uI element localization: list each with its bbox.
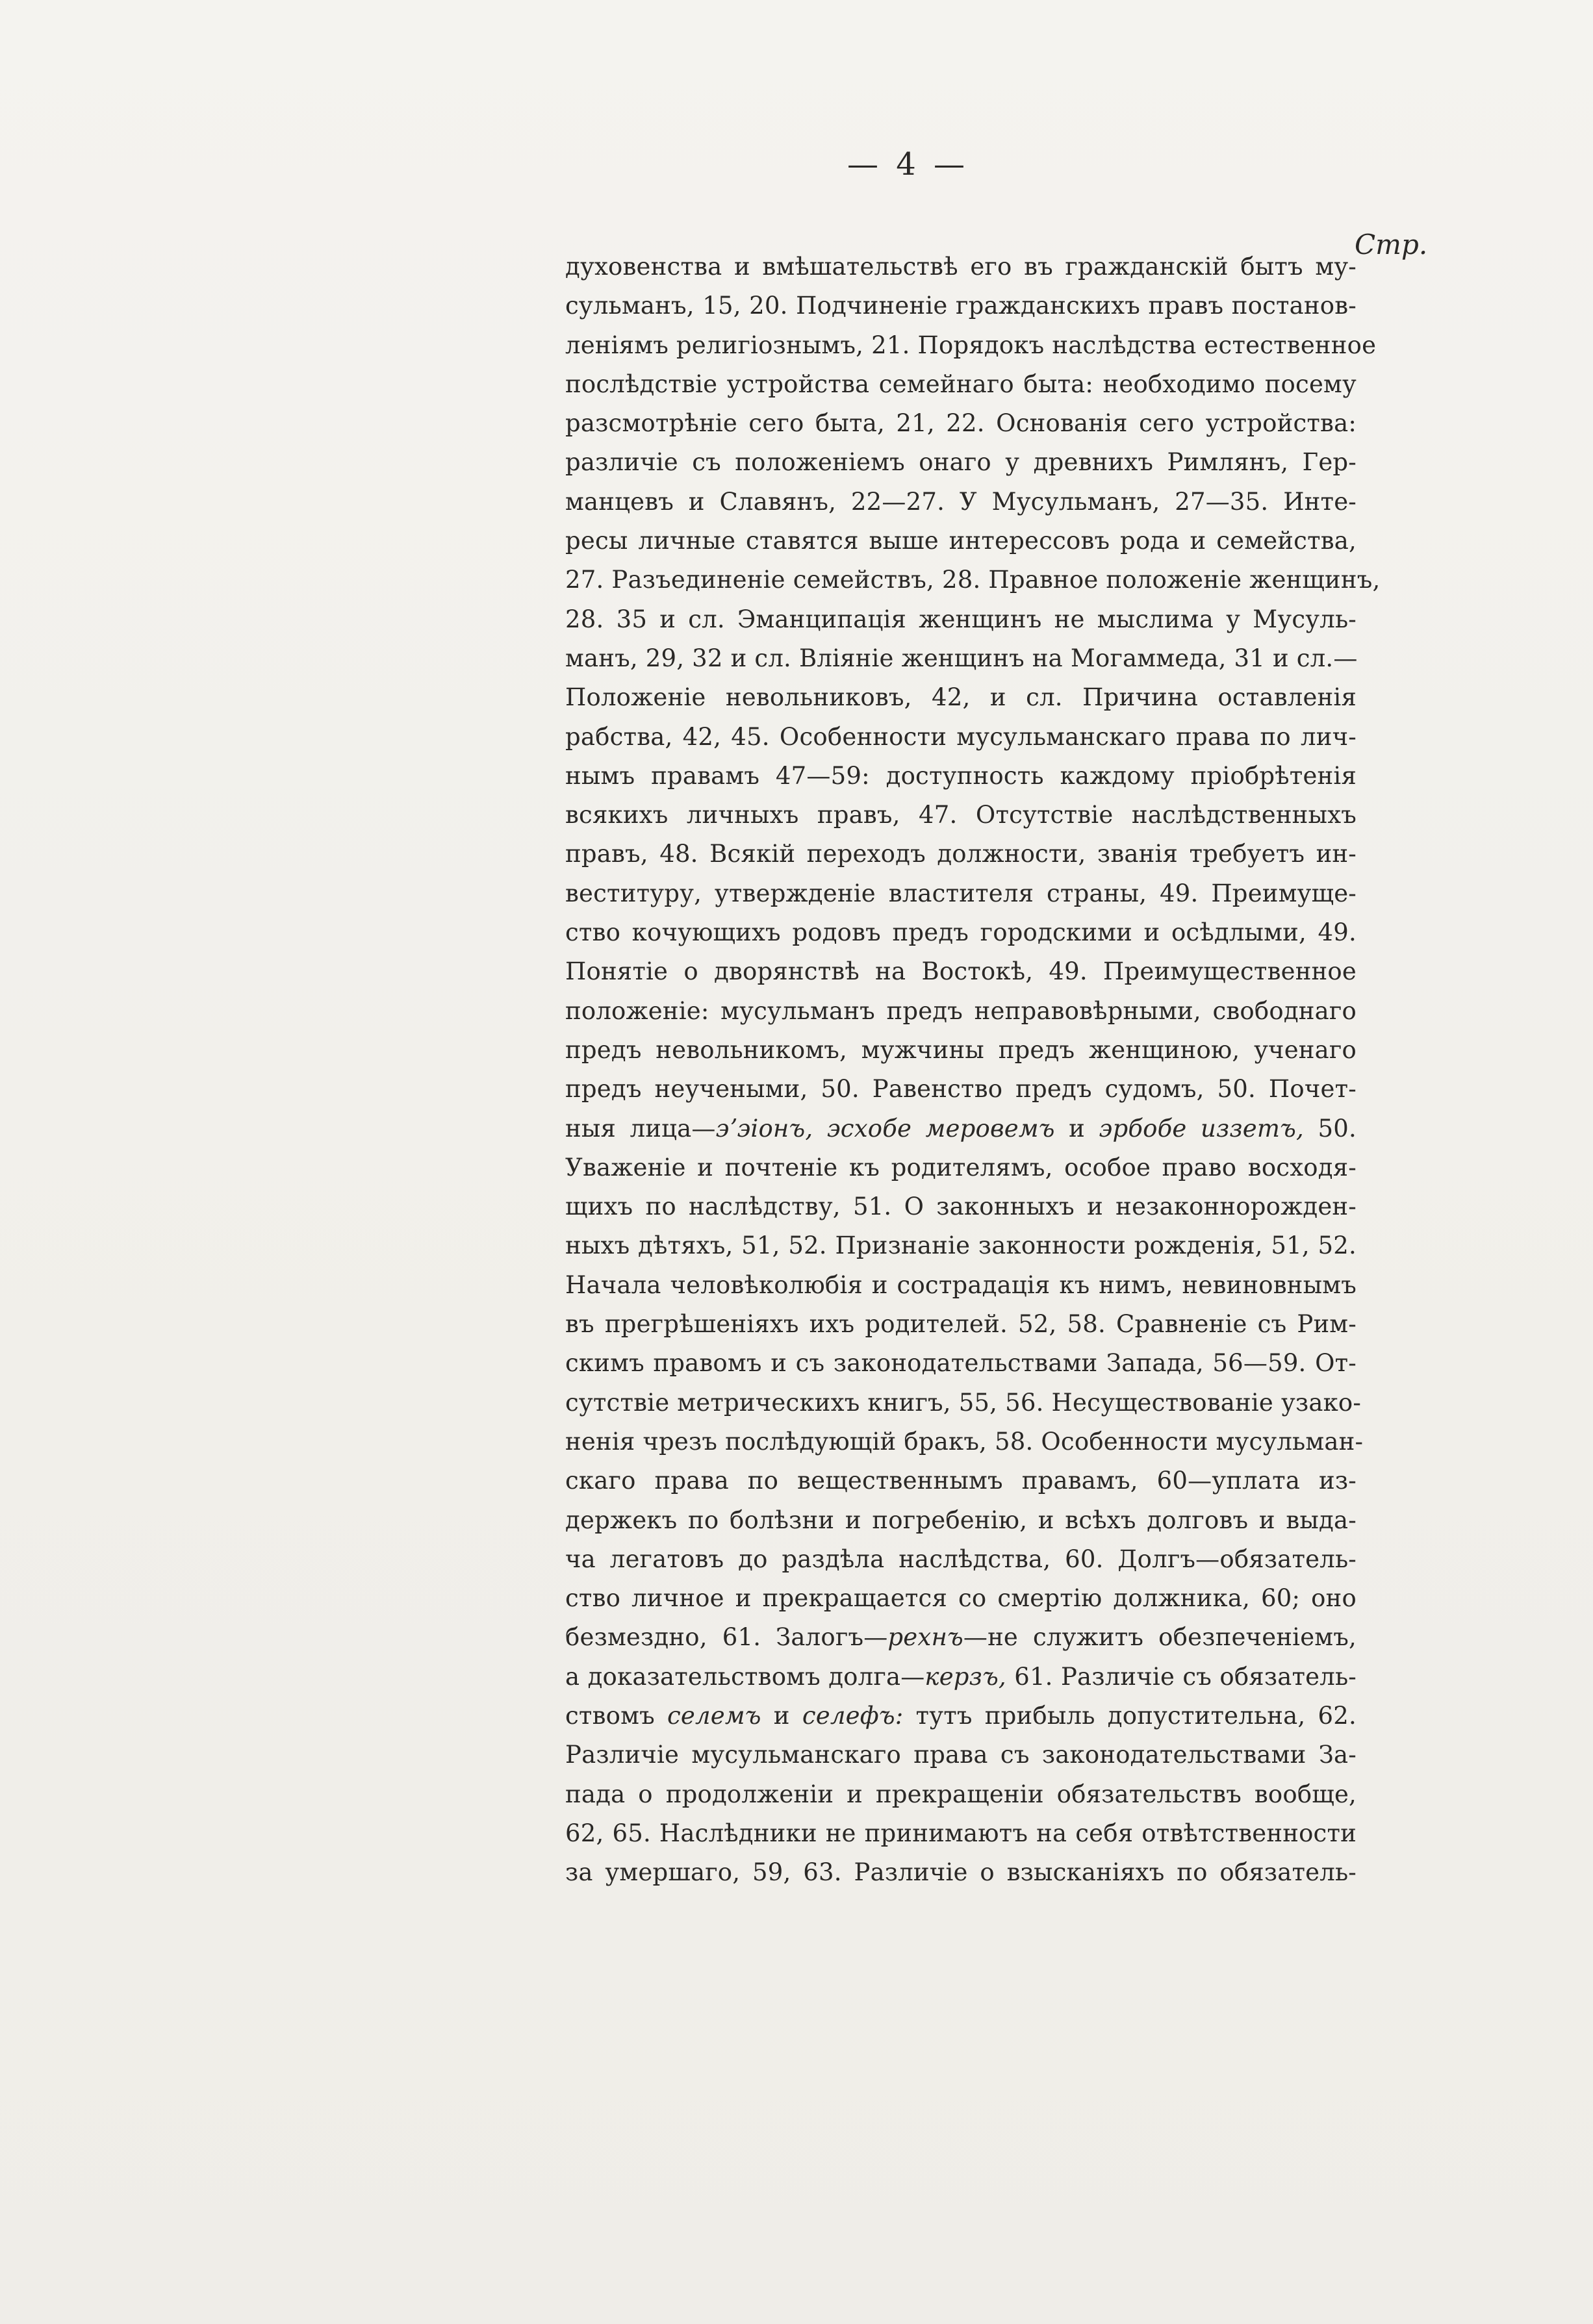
text-segment: ча легатовъ до раздѣла наслѣдства, 60. Долгъ—обязатель- bbox=[565, 1545, 1357, 1573]
text-line bbox=[565, 286, 1357, 325]
text-segment: положеніе: мусульманъ предъ неправовѣрными, свободнаго bbox=[565, 996, 1357, 1025]
text-line bbox=[565, 1461, 1357, 1500]
text-line bbox=[565, 1031, 1357, 1070]
text-segment: 62, 65. Наслѣдники не принимаютъ на себя отвѣтственности bbox=[565, 1819, 1357, 1847]
text-line bbox=[565, 1618, 1357, 1657]
text-segment: ство кочующихъ родовъ предъ городскими и осѣдлыми, 49. bbox=[565, 918, 1357, 947]
text-line bbox=[565, 365, 1357, 404]
text-segment: щихъ по наслѣдству, 51. О законныхъ и незаконнорожден- bbox=[565, 1193, 1357, 1221]
text-line bbox=[565, 561, 1381, 600]
text-line bbox=[565, 1814, 1357, 1853]
text-segment: различіе съ положеніемъ онаго у древнихъ Римлянъ, Гер- bbox=[565, 448, 1357, 477]
text-line bbox=[565, 718, 1357, 757]
italic-term: эʼэіонъ, bbox=[715, 1114, 813, 1143]
text-segment: 50. bbox=[1304, 1114, 1357, 1143]
text-line bbox=[565, 874, 1357, 913]
text-line bbox=[565, 1579, 1357, 1618]
italic-term: эрбобе иззетъ, bbox=[1099, 1114, 1305, 1143]
text-segment: скимъ правомъ и съ законодательствами Запада, 56—59. От- bbox=[565, 1349, 1357, 1378]
text-segment: ненія чрезъ послѣдующій бракъ, 58. Особенности мусульман- bbox=[565, 1427, 1364, 1456]
text-line bbox=[565, 1109, 1357, 1148]
text-line bbox=[565, 326, 1377, 365]
text-segment: въ прегрѣшеніяхъ ихъ родителей. 52, 58. Сравненіе съ Рим- bbox=[565, 1310, 1357, 1339]
text-line bbox=[565, 1540, 1357, 1579]
text-segment: манцевъ и Славянъ, 22—27. У Мусульманъ, 27—35. Инте- bbox=[565, 487, 1357, 516]
text-segment: ныхъ дѣтяхъ, 51, 52. Признаніе законности рожденія, 51, 52. bbox=[565, 1231, 1357, 1260]
text-line bbox=[565, 1344, 1357, 1383]
text-line bbox=[565, 835, 1357, 874]
text-segment: за умершаго, 59, 63. Различіе о взысканіяхъ по обязатель- bbox=[565, 1858, 1357, 1887]
text-segment: ресы личные ставятся выше интерессовъ рода и семейства, bbox=[565, 527, 1357, 555]
text-line bbox=[565, 913, 1357, 952]
text-segment: сульманъ, 15, 20. Подчиненіе гражданскихъ правъ постанов- bbox=[565, 292, 1357, 320]
text-segment: духовенства и вмѣшательствѣ его въ гражданскій бытъ му- bbox=[565, 253, 1357, 281]
text-segment: сутствіе метрическихъ книгъ, 55, 56. Несуществованіе узако- bbox=[565, 1388, 1362, 1417]
text-segment: —не служитъ обезпеченіемъ, bbox=[963, 1623, 1357, 1652]
text-segment: и bbox=[1054, 1114, 1099, 1143]
text-segment: веституру, утвержденіе властителя страны, 49. Преимуще- bbox=[565, 879, 1357, 907]
text-line bbox=[565, 247, 1357, 286]
text-line bbox=[565, 639, 1357, 678]
text-line bbox=[565, 522, 1357, 561]
text-segment: 27. Разъединеніе семействъ, 28. Правное положеніе женщинъ, bbox=[565, 566, 1381, 594]
text-segment: 61. Различіе съ обязатель- bbox=[1006, 1662, 1357, 1691]
text-segment: Понятіе о дворянствѣ на Востокѣ, 49. Преимущественное bbox=[565, 957, 1357, 986]
text-line bbox=[565, 1383, 1362, 1422]
margin-page-column-label: Стр. bbox=[1355, 229, 1428, 260]
text-segment: нымъ правамъ 47—59: доступность каждому пріобрѣтенія bbox=[565, 761, 1357, 790]
text-line bbox=[565, 992, 1357, 1031]
text-segment: манъ, 29, 32 и сл. Вліяніе женщинъ на Могаммеда, 31 и сл.— bbox=[565, 644, 1358, 672]
page-number: — 4 — bbox=[847, 146, 969, 183]
text-segment: Различіе мусульманскаго права съ законодательствами За- bbox=[565, 1741, 1357, 1769]
text-segment: рабства, 42, 45. Особенности мусульманскаго права по лич- bbox=[565, 722, 1357, 751]
text-segment: предъ неучеными, 50. Равенство предъ судомъ, 50. Почет- bbox=[565, 1075, 1357, 1104]
text-segment: скаго права по вещественнымъ правамъ, 60—уплата из- bbox=[565, 1467, 1357, 1495]
text-line bbox=[565, 1266, 1357, 1305]
text-segment: Положеніе невольниковъ, 42, и сл. Причина оставленія bbox=[565, 683, 1357, 712]
text-segment: Уваженіе и почтеніе къ родителямъ, особое право восходя- bbox=[565, 1153, 1357, 1181]
text-line bbox=[565, 1658, 1357, 1697]
italic-term: керзъ, bbox=[924, 1662, 1006, 1691]
text-segment bbox=[813, 1115, 827, 1143]
text-segment: леніямъ религіознымъ, 21. Порядокъ наслѣдства естественное bbox=[565, 331, 1377, 359]
text-line bbox=[565, 1422, 1364, 1461]
text-line bbox=[565, 1070, 1357, 1109]
text-segment: и bbox=[761, 1701, 802, 1730]
text-segment: ство личное и прекращается со смертію должника, 60; оно bbox=[565, 1584, 1357, 1613]
text-line bbox=[565, 678, 1357, 717]
italic-term: эсхобе меровемъ bbox=[826, 1114, 1055, 1143]
text-line bbox=[565, 1775, 1357, 1814]
text-segment: безмездно, 61. Залогъ— bbox=[565, 1623, 888, 1652]
text-segment: разсмотрѣніе сего быта, 21, 22. Основанія сего устройства: bbox=[565, 409, 1357, 438]
text-segment: ныя лица— bbox=[565, 1114, 716, 1143]
text-line bbox=[565, 1305, 1357, 1344]
text-segment: а доказательствомъ долга— bbox=[565, 1662, 925, 1691]
text-segment: пада о продолженіи и прекращеніи обязательствъ вообще, bbox=[565, 1780, 1357, 1808]
text-line bbox=[565, 443, 1357, 482]
text-segment: послѣдствіе устройства семейнаго быта: необходимо посему bbox=[565, 370, 1357, 398]
text-segment: тутъ прибыль допустительна, 62. bbox=[903, 1701, 1357, 1730]
text-line bbox=[565, 404, 1357, 443]
text-segment: Начала человѣколюбія и сострадація къ нимъ, невиновнымъ bbox=[565, 1270, 1357, 1299]
text-line bbox=[565, 1853, 1357, 1892]
italic-term: селемъ bbox=[667, 1701, 761, 1730]
text-line bbox=[565, 1697, 1357, 1736]
text-line bbox=[565, 600, 1357, 639]
text-line bbox=[565, 1148, 1357, 1187]
text-line bbox=[565, 1226, 1357, 1265]
text-line bbox=[565, 483, 1357, 522]
italic-term: селефъ: bbox=[802, 1701, 904, 1730]
text-segment: правъ, 48. Всякій переходъ должности, званія требуетъ ин- bbox=[565, 840, 1357, 868]
index-text-block bbox=[565, 247, 1381, 1892]
text-segment: держекъ по болѣзни и погребенію, и всѣхъ долговъ и выда- bbox=[565, 1506, 1357, 1534]
text-segment: всякихъ личныхъ правъ, 47. Отсутствіе наслѣдственныхъ bbox=[565, 801, 1357, 829]
text-line bbox=[565, 1187, 1357, 1226]
text-segment: предъ невольникомъ, мужчины предъ женщиною, ученаго bbox=[565, 1035, 1357, 1064]
text-line bbox=[565, 952, 1357, 991]
text-line bbox=[565, 1501, 1357, 1540]
text-line bbox=[565, 757, 1357, 796]
text-line bbox=[565, 796, 1357, 835]
text-line bbox=[565, 1736, 1357, 1775]
text-segment: ствомъ bbox=[565, 1701, 667, 1730]
italic-term: рехнъ bbox=[887, 1623, 963, 1652]
text-segment: 28. 35 и сл. Эманципація женщинъ не мыслима у Мусуль- bbox=[565, 605, 1357, 633]
